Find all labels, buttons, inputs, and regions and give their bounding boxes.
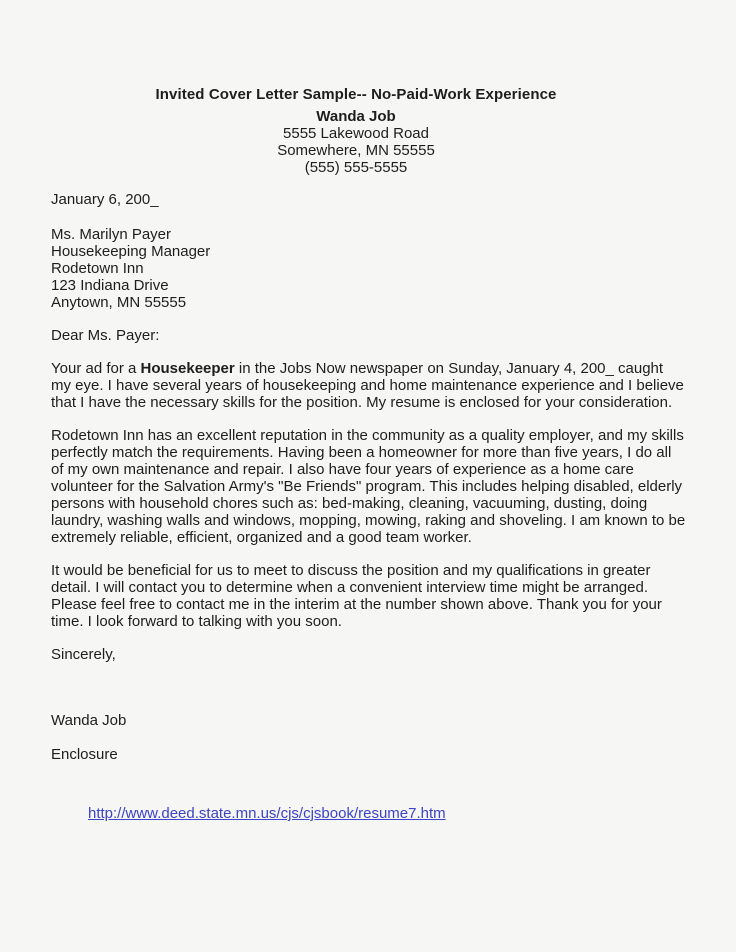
source-link-row — [51, 805, 661, 822]
paragraph-line: Rodetown Inn has an excellent reputation in the community as a quality employer, and my skills — [51, 427, 684, 444]
closing: Sincerely, — [51, 646, 116, 663]
paragraph-line: Your ad for a Housekeeper in the Jobs Now newspaper on Sunday, January 4, 200_ caught — [51, 360, 664, 377]
salutation: Dear Ms. Payer: — [51, 327, 160, 344]
sender-name: Wanda Job — [316, 108, 396, 125]
enclosure-note: Enclosure — [51, 746, 118, 763]
letter-header — [51, 86, 661, 176]
recipient-name: Ms. Marilyn Payer — [51, 226, 172, 243]
sender-street: 5555 Lakewood Road — [283, 125, 429, 142]
recipient-title: Housekeeping Manager — [51, 243, 211, 260]
body-paragraph-2 — [51, 427, 686, 546]
body-paragraph-1 — [51, 360, 684, 411]
recipient-street: 123 Indiana Drive — [51, 277, 169, 294]
recipient-city-state-zip: Anytown, MN 55555 — [51, 294, 187, 311]
paragraph-line: laundry, washing walls and windows, mopping, mowing, raking and shoveling. I am known to be — [51, 512, 686, 529]
paragraph-line: my eye. I have several years of housekeeping and home maintenance experience and I believe — [51, 377, 684, 394]
recipient-block — [51, 226, 661, 311]
sender-phone: (555) 555-5555 — [304, 159, 408, 176]
paragraph-line: volunteer for the Salvation Army's "Be Friends" program. This includes helping disabled, elderly — [51, 478, 683, 495]
paragraph-line: of my own maintenance and repair. I also have four years of experience as a home care — [51, 461, 634, 478]
paragraph-line: persons with household chores such as: bed-making, cleaning, vacuuming, dusting, doing — [51, 495, 648, 512]
letter-date: January 6, 200_ — [51, 191, 159, 208]
paragraph-line: that I have the necessary skills for the position. My resume is enclosed for your consideration. — [51, 394, 673, 411]
paragraph-line: time. I look forward to talking with you soon. — [51, 613, 342, 630]
paragraph-line: perfectly match the requirements. Having been a homeowner for more than five years, I do all — [51, 444, 672, 461]
document-title: Invited Cover Letter Sample-- No-Paid-Work Experience — [155, 86, 557, 103]
paragraph-line: It would be beneficial for us to meet to discuss the position and my qualifications in greater — [51, 562, 651, 579]
paragraph-line: detail. I will contact you to determine when a convenient interview time might be arranged. — [51, 579, 648, 596]
paragraph-line: Please feel free to contact me in the interim at the number shown above. Thank you for your — [51, 596, 662, 613]
recipient-company: Rodetown Inn — [51, 260, 144, 277]
signature-name: Wanda Job — [51, 712, 127, 729]
resume-link[interactable]: http://www.deed.state.mn.us/cjs/cjsbook/resume7.htm — [88, 805, 446, 822]
paragraph-line: extremely reliable, efficient, organized and a good team worker. — [51, 529, 472, 546]
sender-city-state-zip: Somewhere, MN 55555 — [277, 142, 435, 159]
body-paragraph-3 — [51, 562, 661, 630]
